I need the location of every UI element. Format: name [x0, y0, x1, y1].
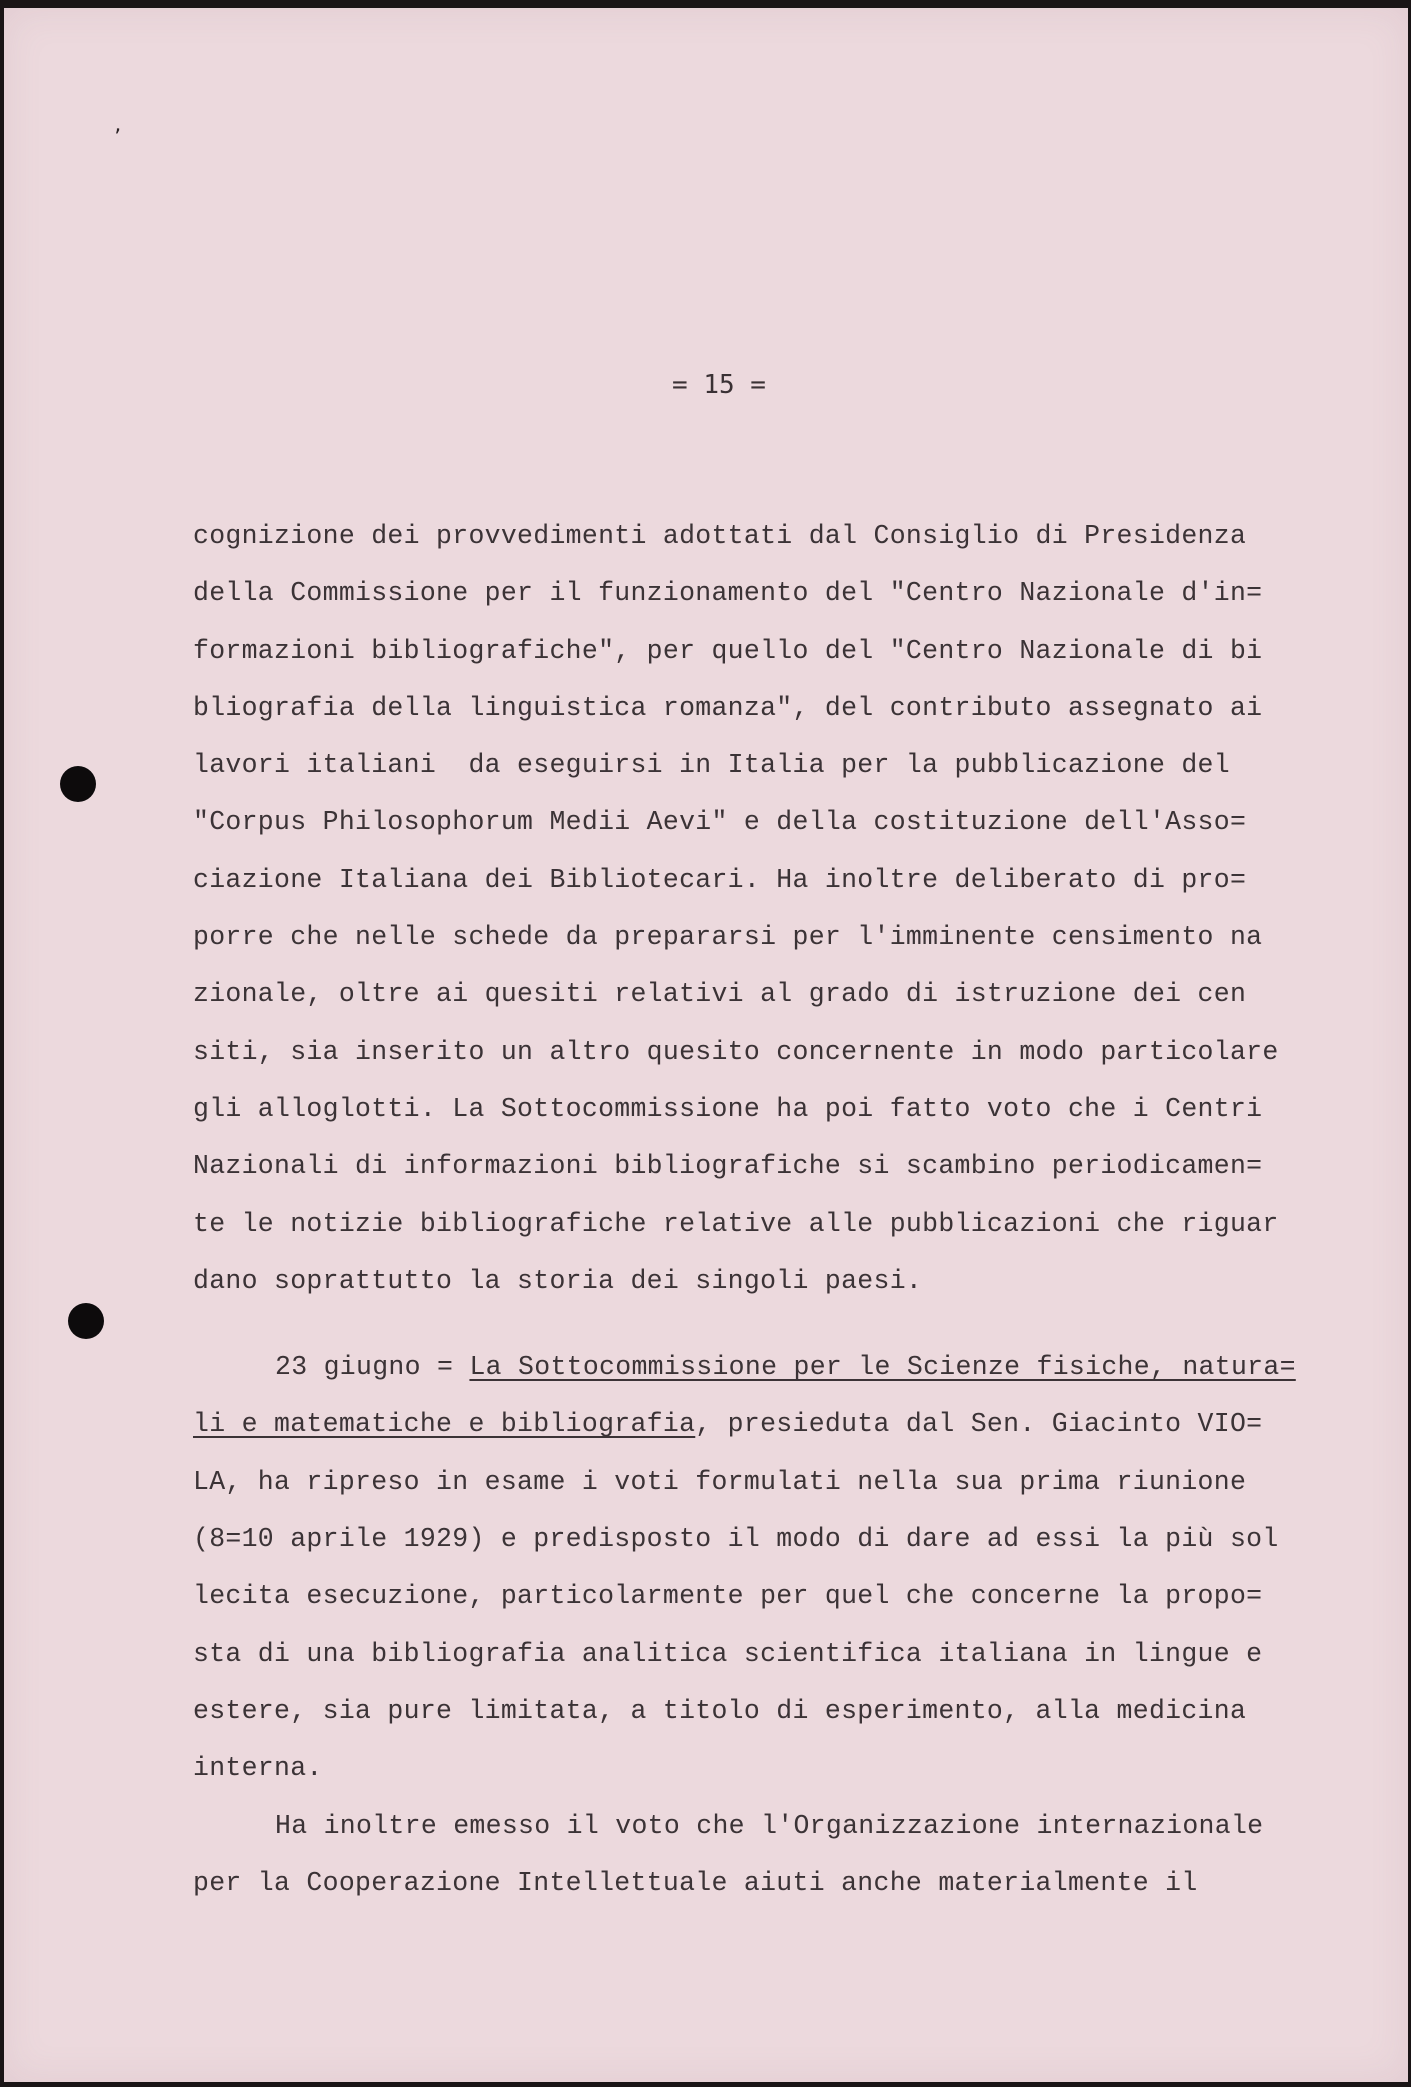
entry-heading-continued: li e matematiche e bibliografia — [193, 1409, 696, 1440]
paragraph-3 — [193, 1798, 1353, 1913]
text-line: LA, ha ripreso in esame i voti formulati nella sua prima riunione — [193, 1466, 1247, 1497]
text-line: siti, sia inserito un altro quesito concernente in modo particolare — [193, 1036, 1279, 1067]
text-line: formazioni bibliografiche", per quello del "Centro Nazionale di bi — [193, 635, 1263, 666]
text-line: della Commissione per il funzionamento del "Centro Nazionale d'in= — [193, 578, 1263, 609]
text-line: lavori italiani da eseguirsi in Italia per la pubblicazione del — [193, 750, 1230, 781]
typed-text-body — [193, 508, 1353, 1912]
entry-heading: La Sottocommissione per le Scienze fisiche, natura= — [469, 1352, 1296, 1383]
paragraph-2 — [193, 1339, 1353, 1797]
entry-text: , presieduta dal Sen. Giacinto VIO= — [695, 1409, 1263, 1440]
page-number: = 15 = — [672, 370, 766, 400]
text-line: Ha inoltre emesso il voto che l'Organizzazione internazionale — [275, 1810, 1264, 1841]
text-line: lecita esecuzione, particolarmente per quel che concerne la propo= — [193, 1581, 1263, 1612]
text-line: porre che nelle schede da prepararsi per l'imminente censimento na — [193, 922, 1263, 953]
paragraph-1 — [193, 508, 1353, 1310]
paragraph-gap — [193, 1310, 1353, 1339]
entry-date: 23 giugno = — [275, 1352, 470, 1383]
text-line — [193, 1339, 1353, 1396]
text-line: cognizione dei provvedimenti adottati dal Consiglio di Presidenza — [193, 521, 1247, 551]
text-line: ciazione Italiana dei Bibliotecari. Ha inoltre deliberato di pro= — [193, 864, 1247, 895]
text-line: estere, sia pure limitata, a titolo di esperimento, alla medicina — [193, 1695, 1247, 1726]
text-line: interna. — [193, 1753, 323, 1784]
text-line: zionale, oltre ai quesiti relativi al grado di istruzione dei cen — [193, 979, 1247, 1010]
text-line: dano soprattutto la storia dei singoli paesi. — [193, 1265, 923, 1296]
text-line: bliografia della linguistica romanza", del contributo assegnato ai — [193, 692, 1263, 723]
text-line: sta di una bibliografia analitica scientifica italiana in lingue e — [193, 1638, 1263, 1669]
text-line: per la Cooperazione Intellettuale aiuti anche materialmente il — [193, 1867, 1198, 1898]
text-line: "Corpus Philosophorum Medii Aevi" e della costituzione dell'Asso= — [193, 807, 1247, 838]
punch-hole — [68, 1303, 104, 1339]
text-line: Nazionali di informazioni bibliografiche si scambino periodicamen= — [193, 1151, 1263, 1182]
text-line: te le notizie bibliografiche relative alle pubblicazioni che riguar — [193, 1208, 1279, 1239]
text-line: gli alloglotti. La Sottocommissione ha poi fatto voto che i Centri — [193, 1093, 1263, 1124]
text-line — [193, 1396, 1353, 1453]
document-page — [4, 8, 1408, 2082]
punch-hole — [60, 766, 96, 802]
text-line: (8=10 aprile 1929) e predisposto il modo di dare ad essi la più sol — [193, 1524, 1279, 1555]
corner-mark: ʼ — [112, 126, 123, 147]
